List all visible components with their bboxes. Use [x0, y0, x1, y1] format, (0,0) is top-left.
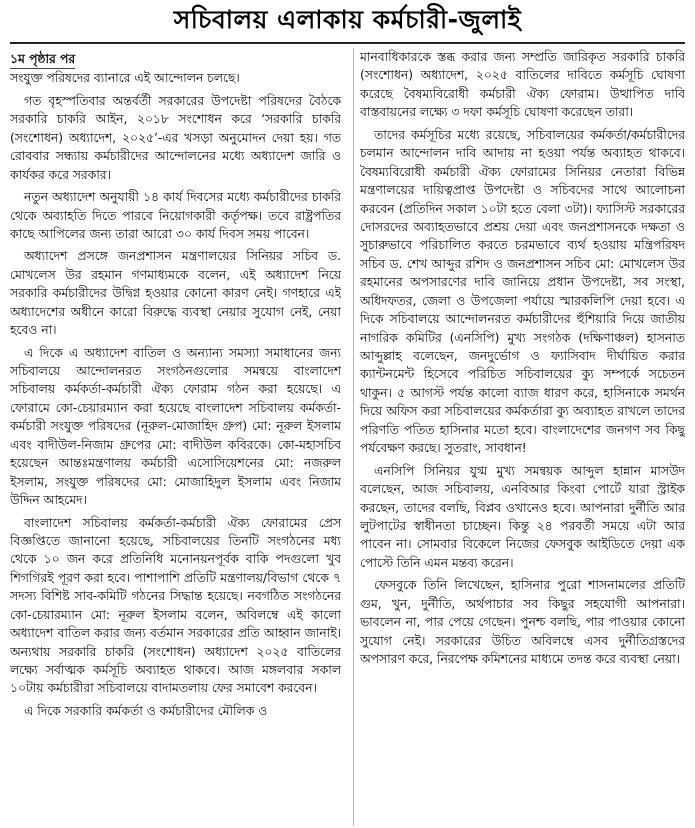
paragraph: মানবাধিকারকে স্তব্ধ করার জন্য সম্প্রতি জারিকৃত সরকারি চাকরি (সংশোধন) অধ্যাদেশ, ২০২৫ বাতিলের দাবিতে কর্মসূচি ঘোষণা করেছে বৈষম্যবিরোধী কর্মচারী ঐক্য ফোরাম। উত্থাপিত দাবি বাস্তবায়নের লক্ষ্যে ৩ দফা কর্মসূচি ঘোষণা করেছেন তারা। — [360, 50, 685, 120]
paragraph: এ দিকে এ অধ্যাদেশ বাতিল ও অন্যান্য সমস্যা সমাধানের জন্য সচিবালয়ে আন্দোলনরত সংগঠনগুলোর সমন্বয়ে বাংলাদেশ সচিবালয় কর্মকর্তা-কর্মচারী ঐক্য ফোরাম গঠন করা হয়েছে। এ ফোরামে কো-চেয়ারম্যান করা হয়েছে বাংলাদেশ সচিবালয় কর্মকর্তা-কর্মচারী সংযুক্ত পরিষদের (নূরুল-মোজাহিদ গ্রুপ) মো: নূরুল ইসলাম এবং বাদীউল-নিজাম গ্রুপের মো: বাদীউল কবিরকে। কো-মহাসচিব হয়েছেন আন্তঃমন্ত্রণালয় কর্মচারী এসোসিয়েশনের মো: নজরুল ইসলাম, সংযুক্ত পরিষদের মো: মোজাহিদুল ইসলাম এবং নিজাম উদ্দিন আহমেদ। — [10, 345, 341, 508]
paragraph: সংযুক্ত পরিষদের ব্যানারে এই আন্দোলন চলছে। — [10, 71, 240, 86]
paragraph: এনসিপি সিনিয়র যুগ্ম মুখ্য সমন্বয়ক আব্দুল হান্নান মাসউদ বলেছেন, আজ সচিবালয়, এনবিআর কিংবা পোর্টে যারা স্ট্রাইক করছেন, তাদের বলছি, বিপ্লব ওখানেও হবে। আপনারা দুর্নীতি আর লুটপাটের স্বাধীনতা চাচ্ছেন। কিন্তু ২৪ পরবর্তী সময়ে এটা আর পাবেন না। সোমবার বিকেলে নিজের ফেসবুক আইডিতে দেয়া এক পোস্টে তিনি এমন মন্তব্য করেন। — [360, 463, 685, 570]
paragraph: নতুন অধ্যাদেশ অনুযায়ী ১৪ কার্য দিবসের মধ্যে কর্মচারীদের চাকরি থেকে অব্যাহতি দিতে পারবে নিয়োগকারী কর্তৃপক্ষ। তবে রাষ্ট্রপতির কাছে আপিলের জন্য তারা আরো ৩০ কার্য দিবস সময় পাবেন। — [10, 190, 341, 241]
headline: সচিবালয় এলাকায় কর্মচারী-জুলাই — [173, 4, 522, 34]
article-column-left — [10, 48, 341, 826]
paragraph: গত বৃহস্পতিবার অন্তর্বর্তী সরকারের উপদেষ্টা পরিষদের বৈঠকে সরকারি চাকরি আইন, ২০১৮ সংশোধন করে ‘সরকারি চাকরি (সংশোধন) অধ্যাদেশ, ২০২৫’-এর খসড়া অনুমোদন দেয়া হয়। গত রোববার সন্ধ্যায় কর্মচারীদের আন্দোলনের মধ্যে অধ্যাদেশ জারি ও কার্যকর করে সরকার। — [10, 93, 341, 182]
paragraph: এ দিকে সরকারি কর্মকর্তা ও কর্মচারীদের মৌলিক ও — [24, 703, 268, 718]
continued-from-label: ১ম পৃষ্ঠার পর — [10, 50, 75, 69]
paragraph: বাংলাদেশ সচিবালয় কর্মকর্তা-কর্মচারী ঐক্য ফোরামের প্রেস বিজ্ঞপ্তিতে জানানো হয়েছে, সচিবালয়ের তিনটি সংগঠনের মধ্য থেকে ১০ জন করে প্রতিনিধি মনোনয়নপূর্বক বাকি পদগুলো খুব শিগগিরই পূরণ করা হবে। পাশাপাশি প্রতিটি মন্ত্রণালয়/বিভাগ থেকে ৭ সদস্য বিশিষ্ট সাব-কমিটি গঠনের সিদ্ধান্ত হয়েছে। নবগঠিত সংগঠনের কো-চেয়ারম্যান মো: নূরুল ইসলাম বলেন, অবিলম্বে এই কালো অধ্যাদেশ বাতিল করার জন্য বর্তমান সরকারের প্রতি আহ্বান জানাই। অন্যথায় সরকারি চাকরি (সংশোধন) অধ্যাদেশ ২০২৫ বাতিলের লক্ষ্যে সর্বাত্মক কর্মসূচি অব্যাহত থাকবে। আজ মঙ্গলবার সকাল ১০টায় কর্মচারীরা সচিবালয়ে বাদামতলায় ফের সমাবেশ করবেন। — [10, 515, 341, 696]
paragraph: অধ্যাদেশ প্রসঙ্গে জনপ্রশাসন মন্ত্রণালয়ের সিনিয়র সচিব ড. মোখলেস উর রহমান গণমাধ্যমকে বলেন, এই অধ্যাদেশ নিয়ে সরকারি কর্মচারীদের উদ্বিগ্ন হওয়ার কোনো কারণ নেই। গণহারে এই অধ্যাদেশের অধীনে কারো বিরুদ্ধে ব্যবস্থা নেয়ার সুযোগ নেই, নেয়া হবেও না। — [10, 249, 341, 338]
article-columns — [10, 48, 685, 826]
paragraph: তাদের কর্মসূচির মধ্যে রয়েছে, সচিবালয়ের কর্মকর্তা/কর্মচারীদের চলমান আন্দোলন দাবি আদায় না হওয়া পর্যন্ত অব্যাহত থাকবে। বৈষম্যবিরোধী কর্মচারী ঐক্য ফোরামের সিনিয়র নেতারা বিভিন্ন মন্ত্রণালয়ের দায়িত্বপ্রাপ্ত উপদেষ্টা ও সচিবদের সাথে আলোচনা করবেন (প্রতিদিন সকাল ১০টা হতে বেলা ৩টা)। ফ্যাসিস্ট সরকারের দোসরদের অব্যাহতভাবে প্রশ্রয় দেয়া এবং জনপ্রশাসনকে দক্ষতা ও সুচারুভাবে পরিচালিত করতে চরমভাবে ব্যর্থ হওয়ায় মন্ত্রিপরিষদ সচিব ড. শেখ আব্দুর রশিদ ও জনপ্রশাসন সচিব মো: মোখলেস উর রহমানের অপসারণের দাবি জানিয়ে প্রধান উপদেষ্টা, সব সংস্থা, অধিদফতর, জেলা ও উপজেলা পর্যায়ে স্মারকলিপি দেয়া হবে। এ দিকে সচিবালয়ে আন্দোলনরত কর্মচারীদের হুঁশিয়ারি দিয়ে জাতীয় নাগরিক কমিটির (এনসিপি) মুখ্য সংগঠক (দক্ষিণাঞ্চল) হাসনাত আব্দুল্লাহ বলেছেন, জনদুর্ভোগ ও ফ্যাসিবাদ দীর্ঘায়িত করার ক্যান্টনমেন্ট হিসেবে পরিচিত সচিবালয়ের ক্যু সম্পর্কে সচেতন থাকুন। ৫ আগস্ট পর্যন্ত কালো ব্যাজ ধারণ করে, হাসিনাকে সমর্থন দিয়ে অফিস করা সচিবালয়ের কর্মকর্তারা ক্যু অব্যাহত রাখলে তাদের পরিণতি পতিত হাসিনার মতো হবে। বাংলাদেশের জনগণ সব কিছু পর্যবেক্ষণ করছে। সুতরাং, সাবধান! — [360, 127, 685, 456]
paragraph: ফেসবুকে তিনি লিখেছেন, হাসিনার পুরো শাসনামলের প্রতিটি গুম, খুন, দুর্নীতি, অর্থপাচার সব কিছুর সহযোগী আপনারা। ভাবলেন না, পার পেয়ে গেছেন। পুনশ্চ বলছি, পার পাওয়ার কোনো সুযোগ নেই। সরকারের উচিত অবিলম্বে এসব দুর্নীতিগ্রস্তদের অপসারণ করে, নিরপেক্ষ কমিশনের মাধ্যমে তদন্ত করে ব্যবস্থা নেয়া। — [360, 578, 685, 666]
article-column-right — [353, 48, 685, 826]
